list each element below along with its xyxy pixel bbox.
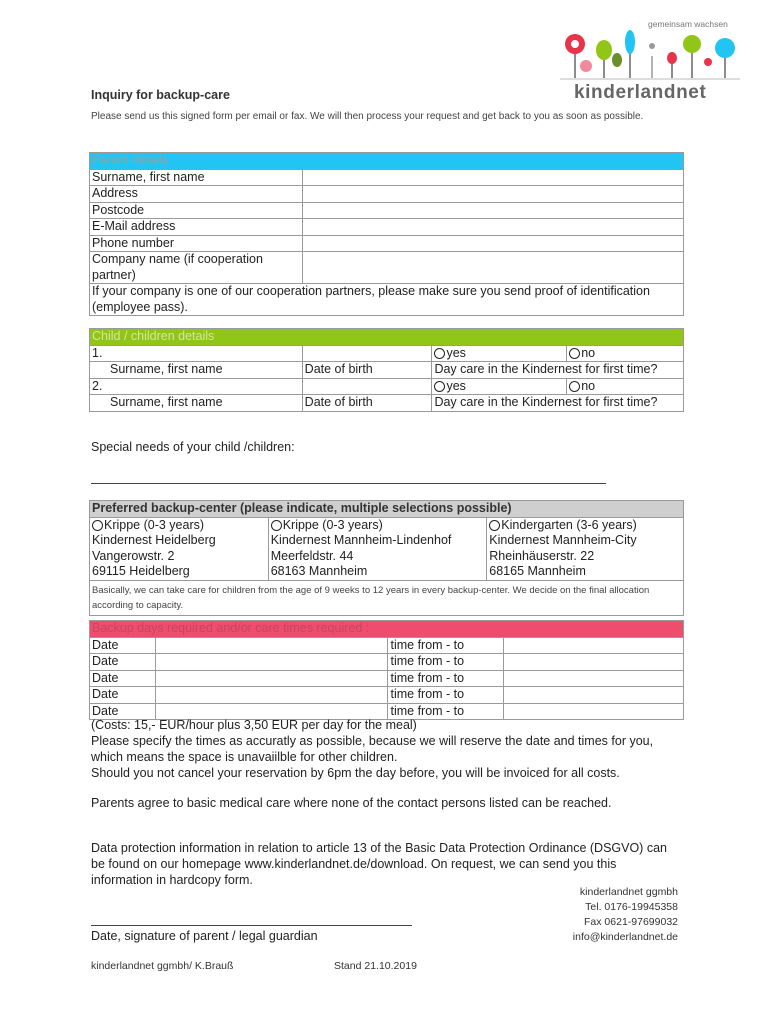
yes-label: yes — [446, 345, 466, 360]
center-type: Kindergarten (3-6 years) — [501, 517, 637, 532]
first-time-yes-radio[interactable] — [432, 345, 567, 362]
logo-flowers-icon — [560, 28, 740, 84]
surname-input[interactable] — [302, 169, 683, 186]
radio-icon[interactable] — [569, 348, 580, 359]
center-option-lindenhof[interactable] — [268, 517, 487, 580]
date-label: Date — [90, 637, 156, 654]
date-input[interactable] — [155, 637, 388, 654]
intro-text: Please send us this signed form per email or fax. We will then process your request and get back to you as soon as possible. — [91, 111, 644, 122]
child-dob-label: Date of birth — [302, 362, 432, 379]
date-label: Date — [90, 687, 156, 704]
logo-brand: kinderlandnet — [574, 82, 707, 103]
parent-details-table — [89, 152, 684, 316]
special-needs-label: Special needs of your child /children: — [91, 440, 295, 454]
time-label: time from - to — [388, 637, 504, 654]
parent-field-label: E-Mail address — [90, 219, 303, 236]
time-input[interactable] — [504, 687, 684, 704]
date-input[interactable] — [155, 670, 388, 687]
date-input[interactable] — [155, 687, 388, 704]
time-label: time from - to — [388, 703, 504, 720]
time-input[interactable] — [504, 670, 684, 687]
radio-icon[interactable] — [569, 381, 580, 392]
time-label: time from - to — [388, 670, 504, 687]
time-input[interactable] — [504, 637, 684, 654]
info-times-text: Please specify the times as accuratly as possible, because we will reserve the date and times for you, which means the space is unavaiilble for other children. — [91, 734, 654, 764]
phone-input[interactable] — [302, 235, 683, 252]
no-label: no — [581, 345, 596, 360]
parent-note: If your company is one of our cooperation partners, please make sure you send proof of identification (employee pass). — [90, 284, 684, 316]
backup-days-header: Backup days required and/or care times required : — [90, 621, 684, 638]
center-street: Vangerowstr. 2 — [92, 548, 175, 563]
centers-table — [89, 500, 684, 616]
centers-note: Basically, we can take care for children from the age of 9 weeks to 12 years in every backup-center. We decide on the final allocation according to capacity. — [90, 580, 684, 615]
time-label: time from - to — [388, 654, 504, 671]
child-name-input[interactable] — [302, 378, 432, 395]
footer-date: Stand 21.10.2019 — [334, 960, 417, 972]
centers-header: Preferred backup-center (please indicate, multiple selections possible) — [90, 501, 684, 518]
child-name-label: Surname, first name — [90, 362, 303, 379]
center-street: Rheinhäuserstr. 22 — [489, 548, 595, 563]
contact-fax: Fax 0621-97699032 — [584, 916, 678, 928]
center-option-city[interactable] — [487, 517, 684, 580]
child-name-label: Surname, first name — [90, 395, 303, 412]
signature-label: Date, signature of parent / legal guardian — [91, 929, 318, 943]
backup-days-table — [89, 620, 684, 720]
page-title: Inquiry for backup-care — [91, 88, 230, 102]
child-number: 2. — [90, 378, 303, 395]
footer-left: kinderlandnet ggmbh/ K.Brauß — [91, 960, 234, 972]
privacy-text: Data protection information in relation to article 13 of the Basic Data Protection Ordinance (DSGVO) can be found on our homepage www.kinderlandnet.de/download. On request, we can send you this information in hardcopy form. — [91, 841, 667, 887]
center-type: Krippe (0-3 years) — [282, 517, 383, 532]
center-street: Meerfeldstr. 44 — [270, 548, 354, 563]
yes-label: yes — [446, 378, 466, 393]
radio-icon[interactable] — [92, 520, 103, 531]
first-time-no-radio[interactable] — [567, 378, 684, 395]
radio-icon[interactable] — [271, 520, 282, 531]
center-type: Krippe (0-3 years) — [104, 517, 205, 532]
child-dob-label: Date of birth — [302, 395, 432, 412]
center-option-heidelberg[interactable] — [90, 517, 269, 580]
signature-line[interactable] — [91, 925, 412, 926]
radio-icon[interactable] — [434, 381, 445, 392]
contact-tel: Tel. 0176-19945358 — [585, 901, 678, 913]
radio-icon[interactable] — [434, 348, 445, 359]
center-city: 68165 Mannheim — [489, 564, 586, 578]
costs-text: (Costs: 15,- EUR/hour plus 3,50 EUR per day for the meal) — [91, 718, 417, 732]
parent-field-label: Surname, first name — [90, 169, 303, 186]
parent-field-label: Phone number — [90, 235, 303, 252]
info-cancel-text: Should you not cancel your reservation by 6pm the day before, you will be invoiced for all costs. — [91, 766, 620, 780]
first-time-question: Day care in the Kindernest for first time? — [432, 395, 684, 412]
info-medical-text: Parents agree to basic medical care where none of the contact persons listed can be reached. — [91, 796, 612, 810]
date-input[interactable] — [155, 654, 388, 671]
first-time-yes-radio[interactable] — [432, 378, 567, 395]
no-label: no — [581, 378, 596, 393]
contact-company: kinderlandnet ggmbh — [579, 886, 678, 898]
time-input[interactable] — [504, 654, 684, 671]
contact-email: info@kinderlandnet.de — [572, 931, 678, 943]
center-city: 68163 Mannheim — [270, 564, 368, 578]
center-name: Kindernest Mannheim-Lindenhof — [270, 533, 452, 547]
time-label: time from - to — [388, 687, 504, 704]
first-time-question: Day care in the Kindernest for first time? — [432, 362, 684, 379]
center-name: Kindernest Heidelberg — [92, 533, 216, 547]
child-name-input[interactable] — [302, 345, 432, 362]
logo-tagline: gemeinsam wachsen — [648, 19, 728, 29]
child-details-header: Child / children details — [90, 329, 684, 346]
date-label: Date — [90, 703, 156, 720]
parent-field-label: Address — [90, 186, 303, 203]
date-label: Date — [90, 670, 156, 687]
child-details-table — [89, 328, 684, 412]
parent-field-label: Company name (if cooperation partner) — [90, 252, 303, 284]
date-label: Date — [90, 654, 156, 671]
contact-block — [573, 885, 678, 945]
company-input[interactable] — [302, 252, 683, 284]
first-time-no-radio[interactable] — [567, 345, 684, 362]
center-name: Kindernest Mannheim-City — [489, 533, 637, 547]
special-needs-input-line[interactable] — [91, 483, 606, 484]
radio-icon[interactable] — [489, 520, 500, 531]
child-number: 1. — [90, 345, 303, 362]
center-city: 69115 Heidelberg — [92, 564, 190, 578]
address-input[interactable] — [302, 186, 683, 203]
email-input[interactable] — [302, 219, 683, 236]
parent-details-header: Parent details — [90, 153, 684, 170]
postcode-input[interactable] — [302, 202, 683, 219]
parent-field-label: Postcode — [90, 202, 303, 219]
